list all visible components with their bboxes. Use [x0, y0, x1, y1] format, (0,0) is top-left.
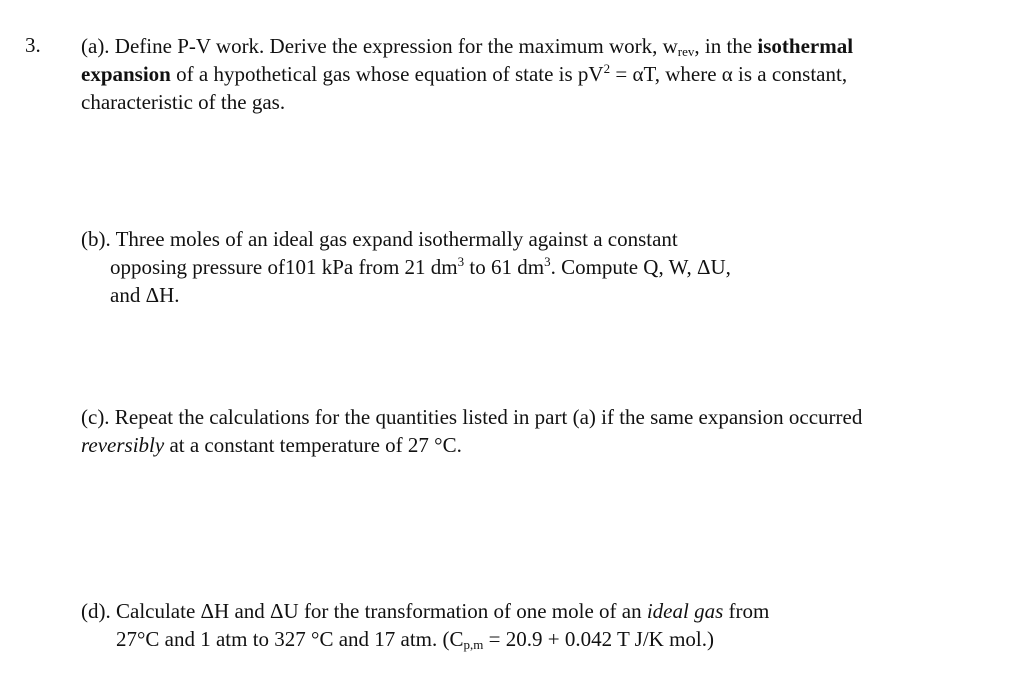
subscript-rev: rev	[677, 44, 695, 59]
part-b-line-2	[81, 253, 731, 281]
part-a-text: (a). Define P-V work. Derive the expression for the maximum work, w	[81, 34, 678, 58]
part-b-text: opposing pressure of101 kPa from 21 dm	[110, 255, 458, 279]
part-b-line-1: (b). Three moles of an ideal gas expand isothermally against a constant	[81, 227, 678, 251]
part-a-text: of a hypothetical gas whose equation of state is pV	[170, 62, 604, 86]
part-a-line-3: characteristic of the gas.	[81, 90, 286, 114]
bold-expansion: expansion	[81, 62, 171, 86]
part-a-text: , in the	[694, 34, 758, 58]
part-b	[81, 225, 731, 309]
part-a-text: = αT, where α is a constant,	[610, 62, 848, 86]
part-b-text: . Compute Q, W, ΔU,	[550, 255, 731, 279]
superscript-2: 2	[603, 61, 611, 76]
part-c	[81, 403, 862, 459]
bold-isothermal: isothermal	[757, 34, 854, 58]
part-b-text: to 61 dm	[464, 255, 545, 279]
part-d	[81, 597, 769, 653]
subscript-pm: p,m	[463, 637, 484, 652]
superscript-3: 3	[457, 254, 465, 269]
part-c-line-1: (c). Repeat the calculations for the quantities listed in part (a) if the same expansion occurred	[81, 405, 863, 429]
part-b-line-3: and ΔH.	[110, 283, 180, 307]
part-d-text: (d). Calculate ΔH and ΔU for the transformation of one mole of an	[81, 599, 647, 623]
part-d-line-2	[81, 625, 769, 653]
part-d-text: 27°C and 1 atm to 327 °C and 17 atm. (C	[116, 627, 464, 651]
part-d-text: = 20.9 + 0.042 T J/K mol.)	[483, 627, 714, 651]
superscript-3: 3	[544, 254, 551, 269]
part-d-line-1	[81, 597, 769, 625]
part-d-text: from	[723, 599, 770, 623]
question-number: 3.	[25, 33, 41, 57]
part-a-line-2	[81, 60, 853, 88]
italic-ideal-gas: ideal gas	[646, 599, 724, 623]
part-c-text: at a constant temperature of 27 °C.	[164, 433, 462, 457]
part-a-line-1	[81, 32, 853, 60]
part-a	[81, 32, 853, 116]
part-c-line-2	[81, 431, 862, 459]
italic-reversibly: reversibly	[81, 433, 165, 457]
